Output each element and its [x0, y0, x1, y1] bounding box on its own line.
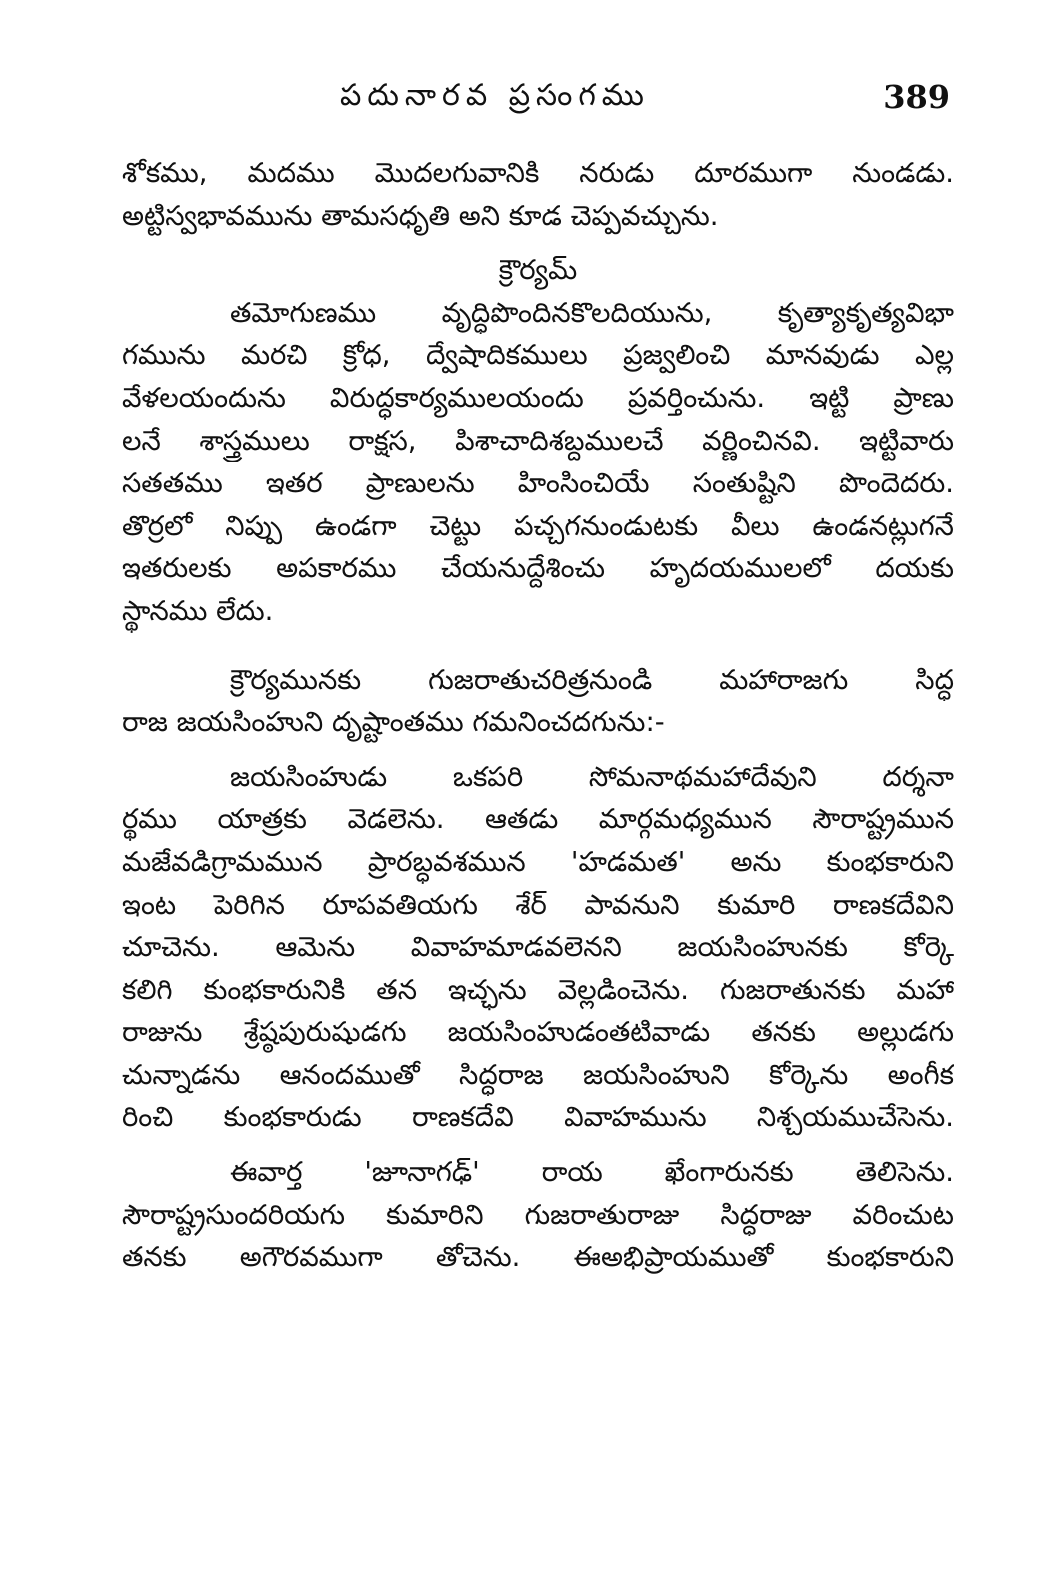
text-line: లనే శాస్త్రములు రాక్షస, పిశాచాదిశబ్దములచే వర్ణించినవి. ఇట్టివారు [122, 424, 954, 457]
section-heading: క్రౌర్యమ్ [498, 254, 578, 287]
text-line: కలిగి కుంభకారునికి తన ఇచ్ఛను వెల్లడించెను. గుజరాతునకు మహా [122, 973, 954, 1006]
paragraph-2 [122, 292, 954, 633]
text-line: రాజ జయసింహుని దృష్టాంతము గమనించదగును:- [122, 706, 665, 739]
text-line: జయసింహుడు ఒకపరి సోమనాథమహాదేవుని దర్శనా [230, 760, 954, 793]
text-line: రించి కుంభకారుడు రాణకదేవి వివాహమును నిశ్చయముచేసెను. [122, 1101, 954, 1134]
text-line: సతతము ఇతర ప్రాణులను హింసించియే సంతుష్టిని పొందెదరు. [122, 467, 954, 500]
text-line: తనకు అగౌరవముగా తోచెను. ఈఅభిప్రాయముతో కుంభకారుని [122, 1241, 954, 1274]
text-line: చున్నాడను ఆనందముతో సిద్ధరాజ జయసింహుని కోర్కెను అంగీక [122, 1058, 954, 1091]
text-line: గమును మరచి క్రోధ, ద్వేషాదికములు ప్రజ్వలించి మానవుడు ఎల్ల [122, 339, 954, 372]
text-line: ఇంట పెరిగిన రూపవతియగు శేర్ పావనుని కుమారి రాణకదేవిని [122, 888, 954, 921]
text-line: చూచెను. ఆమెను వివాహమాడవలెనని జయసింహునకు కోర్కె [122, 931, 954, 964]
running-title: పదునారవ ప్రసంగము [340, 78, 650, 113]
paragraph-1 [122, 152, 954, 237]
text-line: సౌరాష్ట్రసుందరియగు కుమారిని గుజరాతురాజు సిద్ధరాజు వరించుట [122, 1198, 954, 1231]
text-line: రాజును శ్రేష్ఠపురుషుడగు జయసింహుడంతటివాడు తనకు అల్లుడగు [122, 1016, 954, 1049]
text-line: ఇతరులకు అపకారము చేయనుద్దేశించు హృదయములలో దయకు [122, 552, 954, 585]
text-line: స్థానము లేదు. [122, 594, 274, 627]
page-body [122, 152, 954, 1279]
text-line: వేళలయందును విరుద్ధకార్యములయందు ప్రవర్తించును. ఇట్టి ప్రాణు [122, 381, 954, 414]
page-header [130, 78, 950, 128]
text-line: ఈవార్త 'జూనాగఢ్' రాయ ఖేంగారునకు తెలిసెను. [230, 1156, 954, 1189]
text-line: మజేవడిగ్రామమున ప్రారబ్ధవశమున 'హడమత' అను కుంభకారుని [122, 845, 954, 878]
text-line: శోకము, మదము మొదలగువానికి నరుడు దూరముగా నుండడు. [122, 157, 954, 189]
page-number: 389 [883, 78, 950, 116]
text-line: క్రౌర్యమునకు గుజరాతుచరిత్రనుండి మహారాజగు సిద్ధ [230, 663, 954, 696]
text-line: ర్థము యాత్రకు వెడలెను. ఆతడు మార్గమధ్యమున సౌరాష్ట్రమున [122, 803, 954, 836]
text-line: తొర్రలో నిప్పు ఉండగా చెట్టు పచ్చగనుండుటకు వీలు ఉండనట్లుగనే [122, 509, 954, 542]
text-line: తమోగుణము వృద్ధిపొందినకొలదియును, కృత్యాకృత్యవిభా [230, 296, 954, 329]
text-line: అట్టిస్వభావమును తామసధృతి అని కూడ చెప్పవచ్చును. [122, 199, 719, 232]
paragraph-4 [122, 756, 954, 1139]
paragraph-5 [122, 1151, 954, 1279]
paragraph-3 [122, 659, 954, 744]
